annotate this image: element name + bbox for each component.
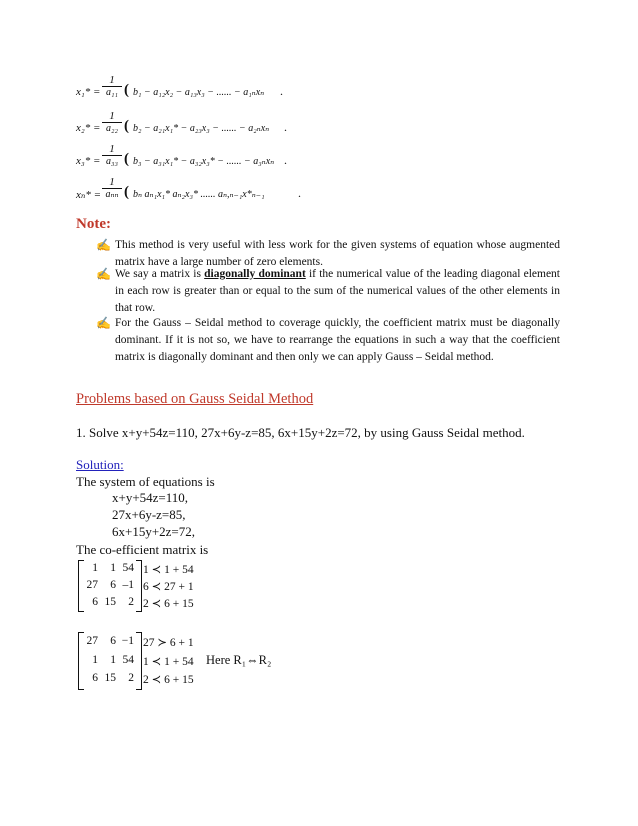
- equation-terms: b₁ − a₁₂x₂ − a₁₃x₃ − ...... − a₁ₙxₙ: [133, 87, 265, 98]
- matrix-cell: 27: [86, 579, 98, 591]
- equation-fraction: [102, 176, 122, 200]
- equation-fraction: [102, 74, 122, 98]
- matrix-cell: 6: [110, 579, 116, 591]
- open-brace: (: [124, 82, 129, 98]
- equation-end: .: [298, 186, 301, 200]
- bullet-text-rest: if the numerical value of the leading diagonal element in each row is greater than or equal to the sum of the numerical values of the other elements in that row.: [115, 268, 560, 314]
- right-bracket: [136, 560, 142, 612]
- dominance-check: 6 ≺ 27 + 1: [143, 581, 194, 593]
- section-title: Problems based on Gauss Seidal Method: [76, 391, 314, 407]
- system-intro: The system of equations is: [76, 474, 215, 489]
- system-equation: 27x+6y-z=85,: [112, 507, 186, 522]
- pen-icon: ✍: [96, 316, 111, 330]
- matrix-cell: –1: [122, 579, 134, 591]
- row-swap-note: Here R₁⇔R₂: [206, 653, 272, 667]
- fraction-denominator: a₃₃: [106, 156, 118, 167]
- equation-end: .: [284, 153, 287, 167]
- equation-terms: b₂ − a₂₁x₁* − a₂₃x₃ − ...... − a₂ₙxₙ: [133, 123, 270, 134]
- equation-fraction: [102, 110, 122, 134]
- bullet-text: [115, 266, 560, 317]
- matrix-cell: 27: [86, 635, 98, 647]
- dominance-check: 1 ≺ 1 + 54: [143, 656, 194, 668]
- pen-icon: ✍: [96, 267, 111, 281]
- fraction-numerator: 1: [102, 110, 122, 123]
- fraction-denominator: a₁₁: [106, 87, 118, 98]
- matrix-cell: 1: [92, 654, 98, 666]
- equation-fraction: [102, 143, 122, 167]
- matrix-cell: 1: [92, 562, 98, 574]
- dominance-check: 27 ≻ 6 + 1: [143, 637, 194, 649]
- bullet-text-main: This method is very useful with less work for the given systems of equation whose augmented matrix have a large number of zero elements.: [115, 239, 560, 268]
- matrix-cell: 6: [92, 672, 98, 684]
- matrix-cell: −1: [121, 635, 134, 647]
- system-equation: 6x+15y+2z=72,: [112, 524, 196, 539]
- problem-number: 1.: [76, 425, 86, 440]
- matrix-cell: 1: [110, 654, 116, 666]
- matrix-cell: 15: [104, 596, 116, 608]
- matrix-cell: 6: [92, 596, 98, 608]
- equation-end: .: [280, 84, 283, 98]
- open-brace: (: [124, 118, 129, 134]
- fraction-numerator: 1: [102, 74, 122, 87]
- matrix-cell: 6: [110, 635, 116, 647]
- open-brace: (: [124, 151, 129, 167]
- problem-text: Solve x+y+54z=110, 27x+6y-z=85, 6x+15y+2z=72, by using Gauss Seidal method.: [89, 425, 525, 440]
- equation-lhs: xₙ* =: [76, 189, 102, 201]
- fraction-numerator: 1: [102, 176, 122, 189]
- diagonally-dominant-term: diagonally dominant: [204, 268, 306, 280]
- matrix-cell: 1: [110, 562, 116, 574]
- bullet-text: [115, 315, 560, 366]
- matrix-cell: 54: [122, 562, 134, 574]
- solution-label: [76, 456, 562, 473]
- bullet-text-main: For the Gauss – Seidal method to coverage quickly, the coefficient matrix must be diagonally dominant. If it is not so, we have to rearrange the equations in such a way that the coefficient matrix is diagonally dominant and then only we can apply Gauss – Seidal method.: [115, 317, 560, 363]
- matrix-cell: 2: [128, 596, 134, 608]
- bullet-text-main: We say a matrix is: [115, 268, 205, 280]
- fraction-denominator: aₙₙ: [105, 189, 119, 200]
- equation-terms: b₃ − a₃₁x₁* − a₃₂x₃* − ...... − a₃ₙxₙ: [133, 156, 275, 167]
- equation-terms: bₙ aₙ₁x₁* aₙ₂x₃* ...... aₙ,ₙ₋₁x*ₙ₋₁: [133, 189, 265, 200]
- right-bracket: [136, 632, 142, 690]
- matrix-cell: 2: [128, 672, 134, 684]
- problem-statement: [76, 424, 562, 441]
- open-brace: (: [124, 184, 129, 200]
- equation-lhs: x₃* =: [76, 155, 101, 167]
- dominance-check: 2 ≺ 6 + 15: [143, 598, 194, 610]
- equation-lhs: x₁* =: [76, 86, 101, 98]
- fraction-numerator: 1: [102, 143, 122, 156]
- dominance-check: 1 ≺ 1 + 54: [143, 564, 194, 576]
- matrix-cell: 15: [104, 672, 116, 684]
- dominance-check: 2 ≺ 6 + 15: [143, 674, 194, 686]
- coefficient-intro: The co-efficient matrix is: [76, 542, 209, 557]
- note-title: Note:: [76, 216, 111, 232]
- equation-end: .: [284, 120, 287, 134]
- solution-label-text: Solution:: [76, 457, 124, 472]
- matrix-cell: 54: [122, 654, 134, 666]
- fraction-denominator: a₂₂: [106, 123, 118, 134]
- pen-icon: ✍: [96, 238, 111, 252]
- equation-lhs: x₂* =: [76, 122, 101, 134]
- system-equation: x+y+54z=110,: [112, 490, 189, 505]
